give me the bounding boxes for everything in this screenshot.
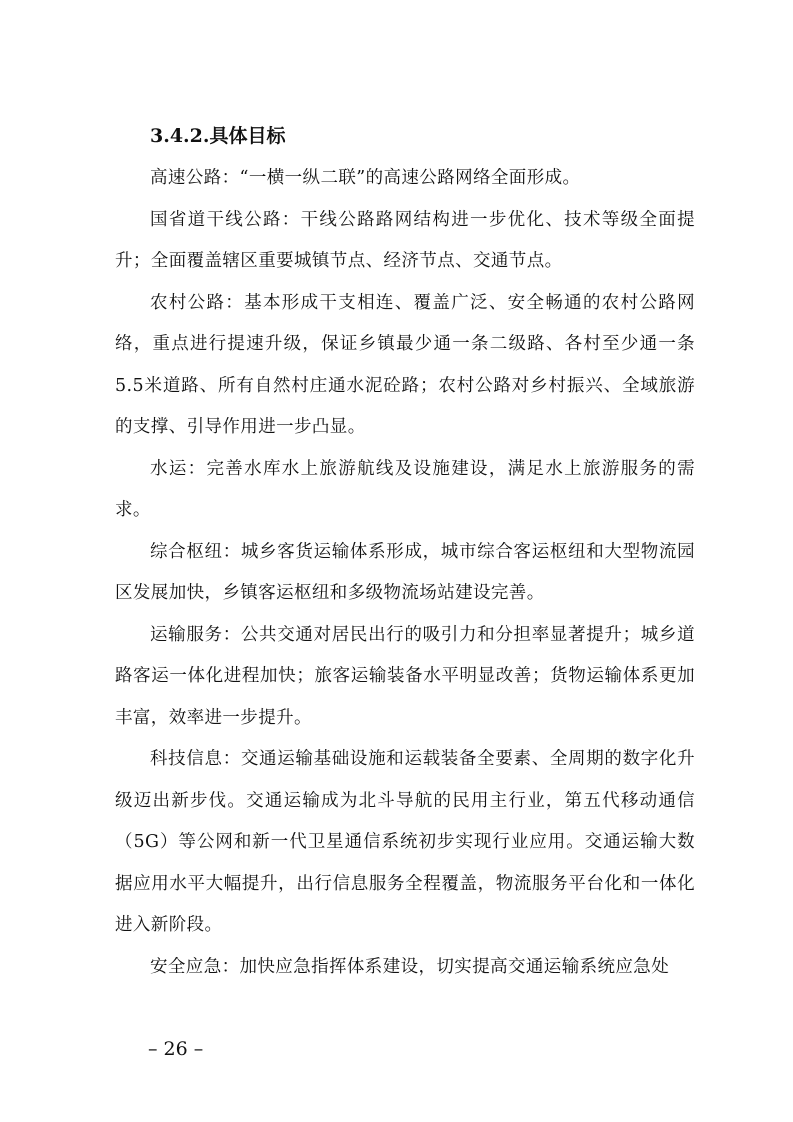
paragraph-rural-road: 农村公路：基本形成干支相连、覆盖广泛、安全畅通的农村公路网络，重点进行提速升级，保证乡镇最少通一条二级路、各村至少通一条5.5米道路、所有自然村庄通水泥砼路；农村公路对乡村振兴、全域旅游的支撑、引导作用进一步凸显。 bbox=[115, 292, 695, 437]
section-heading: 3.4.2.具体目标 bbox=[150, 125, 286, 147]
paragraph-transport-service: 运输服务：公共交通对居民出行的吸引力和分担率显著提升；城乡道路客运一体化进程加快；旅客运输装备水平明显改善；货物运输体系更加丰富，效率进一步提升。 bbox=[115, 624, 695, 728]
paragraph-water-transport: 水运：完善水库水上旅游航线及设施建设，满足水上旅游服务的需求。 bbox=[115, 458, 695, 520]
body-text bbox=[115, 158, 695, 988]
paragraph-hub: 综合枢纽：城乡客货运输体系形成，城市综合客运枢纽和大型物流园区发展加快，乡镇客运枢纽和多级物流场站建设完善。 bbox=[115, 541, 695, 603]
paragraph-tech-info: 科技信息：交通运输基础设施和运载装备全要素、全周期的数字化升级迈出新步伐。交通运输成为北斗导航的民用主行业，第五代移动通信（5G）等公网和新一代卫星通信系统初步实现行业应用。交通运输大数据应用水平大幅提升，出行信息服务全程覆盖，物流服务平台化和一体化进入新阶段。 bbox=[115, 749, 695, 935]
page-number: – 26 – bbox=[148, 1038, 204, 1060]
paragraph-trunk-highway: 国省道干线公路：干线公路路网结构进一步优化、技术等级全面提升；全面覆盖辖区重要城镇节点、经济节点、交通节点。 bbox=[115, 209, 695, 271]
paragraph-safety-emergency: 安全应急：加快应急指挥体系建设，切实提高交通运输系统应急处 bbox=[150, 956, 670, 977]
paragraph-expressway: 高速公路：“一横一纵二联”的高速公路网络全面形成。 bbox=[150, 168, 581, 188]
